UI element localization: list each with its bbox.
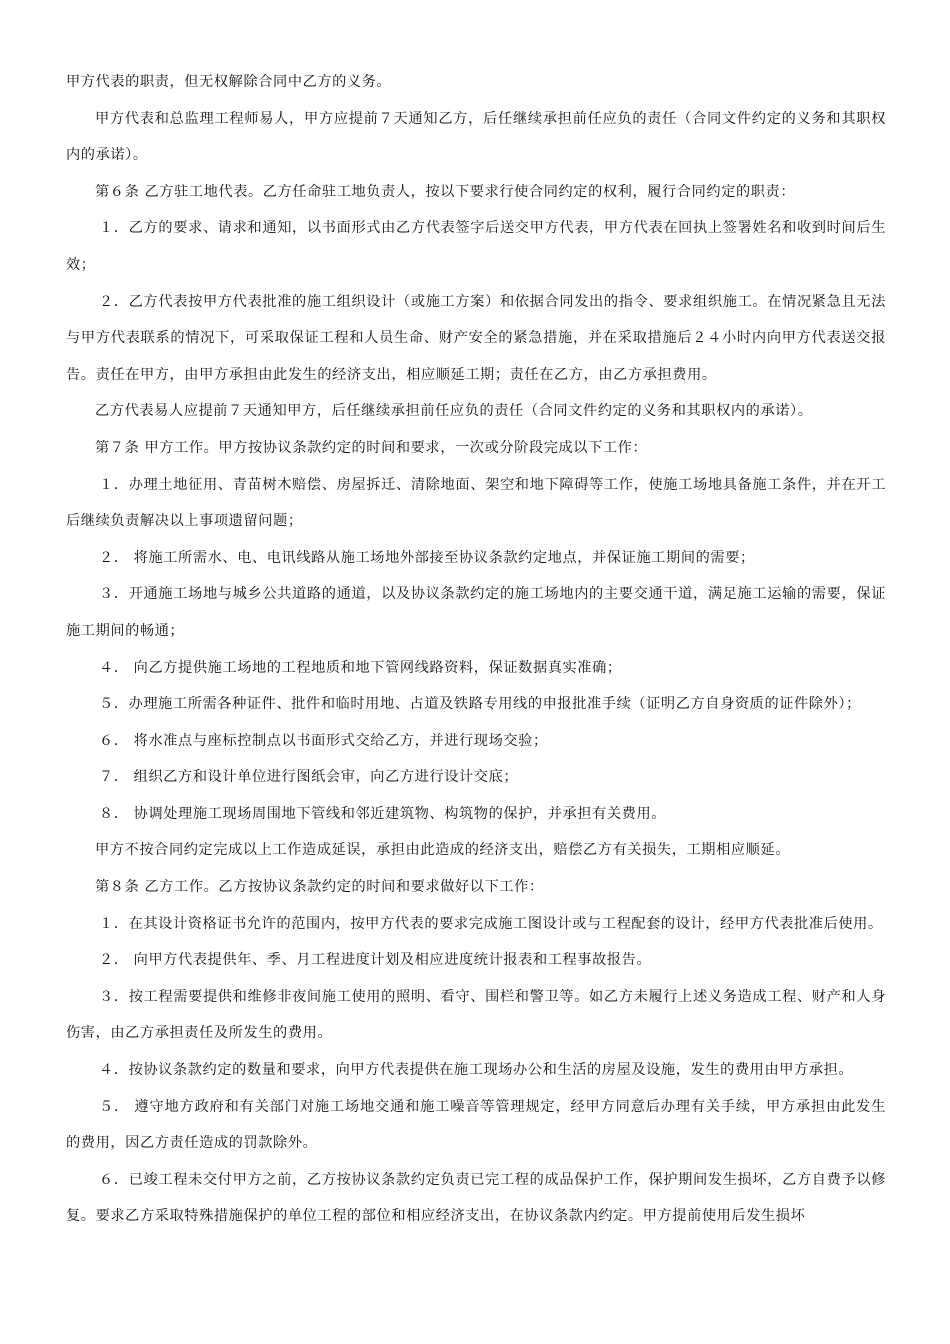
article-7-item-6: ６． 将水准点与座标控制点以书面形式交给乙方，并进行现场交验； <box>99 732 548 749</box>
article-6-heading: 第６条 乙方驻工地代表。乙方任命驻工地负责人，按以下要求行使合同约定的权利，履行合同约定的职责： <box>95 183 796 200</box>
article-7-item-2: ２． 将施工所需水、电、电讯线路从施工场地外部接至协议条款约定地点，并保证施工期间的需要； <box>99 549 755 566</box>
article-8-item-2: ２． 向甲方代表提供年、季、月工程进度计划及相应进度统计报表和工程事故报告。 <box>99 952 652 969</box>
paragraph-contractor-rep-change: 乙方代表易人应提前７天通知甲方，后任继续承担前任应负的责任（合同文件约定的义务和其职权内的承诺）。 <box>95 403 813 420</box>
paragraph-owner-delay: 甲方不按合同约定完成以上工作造成延误，承担由此造成的经济支出，赔偿乙方有关损失，工期相应顺延。 <box>95 842 791 859</box>
article-8-item-5: ５． 遵守地方政府和有关部门对施工场地交通和施工噪音等管理规定，经甲方同意后办理有关手续，甲方承担由此发生的费用，因乙方责任造成的罚款除外。 <box>66 1098 886 1152</box>
article-8-item-1: １．在其设计资格证书允许的范围内，按甲方代表的要求完成施工图设计或与工程配套的设计，经甲方代表批准后使用。 <box>99 915 883 932</box>
article-7-item-8: ８． 协调处理施工现场周围地下管线和邻近建筑物、构筑物的保护，并承担有关费用。 <box>99 805 667 822</box>
paragraph-representative-change: 甲方代表和总监理工程师易人，甲方应提前７天通知乙方，后任继续承担前任应负的责任（合同文件约定的义务和其职权内的承诺）。 <box>66 110 886 164</box>
article-7-item-5: ５．办理施工所需各种证件、批件和临时用地、占道及铁路专用线的申报批准手续（证明乙方自身资质的证件除外）； <box>99 696 861 713</box>
article-7-item-3: ３．开通施工场地与城乡公共道路的通道，以及协议条款约定的施工场地内的主要交通干道，满足施工运输的需要，保证施工期间的畅通； <box>66 586 886 639</box>
paragraph-continuation: 甲方代表的职责，但无权解除合同中乙方的义务。 <box>66 74 392 90</box>
article-8-item-6: ６．已竣工程未交付甲方之前，乙方按协议条款约定负责已完工程的成品保护工作，保护期间发生损坏，乙方自费予以修复。要求乙方采取特殊措施保护的单位工程的部位和相应经济支出，在协议条款内约定。甲方提前使用后发生损坏 <box>66 1171 886 1225</box>
document-body <box>66 64 886 1235</box>
article-8-heading: 第８条 乙方工作。乙方按协议条款约定的时间和要求做好以下工作： <box>95 879 544 896</box>
article-7-heading: 第７条 甲方工作。甲方按协议条款约定的时间和要求，一次或分阶段完成以下工作： <box>95 439 648 456</box>
article-7-item-4: ４． 向乙方提供施工场地的工程地质和地下管网线路资料，保证数据真实准确； <box>99 659 622 676</box>
article-6-item-2: ２．乙方代表按甲方代表批准的施工组织设计（或施工方案）和依据合同发出的指令、要求组织施工。在情况紧急且无法与甲方代表联系的情况下，可采取保证工程和人员生命、财产安全的紧急措施，并在采取措施后２４小时内向甲方代表送交报告。责任在甲方，由甲方承担由此发生的经济支出，相应顺延工期；责任在乙方，由乙方承担费用。 <box>66 293 886 383</box>
article-6-item-1: １．乙方的要求、请求和通知，以书面形式由乙方代表签字后送交甲方代表，甲方代表在回执上签署姓名和收到时间后生效； <box>66 220 886 273</box>
article-8-item-4: ４．按协议条款约定的数量和要求，向甲方代表提供在施工现场办公和生活的房屋及设施，发生的费用由甲方承担。 <box>99 1062 854 1079</box>
article-7-item-7: ７． 组织乙方和设计单位进行图纸会审，向乙方进行设计交底； <box>99 769 519 786</box>
article-8-item-3: ３．按工程需要提供和维修非夜间施工使用的照明、看守、围栏和警卫等。如乙方未履行上述义务造成工程、财产和人身伤害，由乙方承担责任及所发生的费用。 <box>66 988 886 1042</box>
article-7-item-1: １．办理土地征用、青苗树木赔偿、房屋拆迁、清除地面、架空和地下障碍等工作，使施工场地具备施工条件，并在开工后继续负责解决以上事项遗留问题； <box>66 476 886 530</box>
